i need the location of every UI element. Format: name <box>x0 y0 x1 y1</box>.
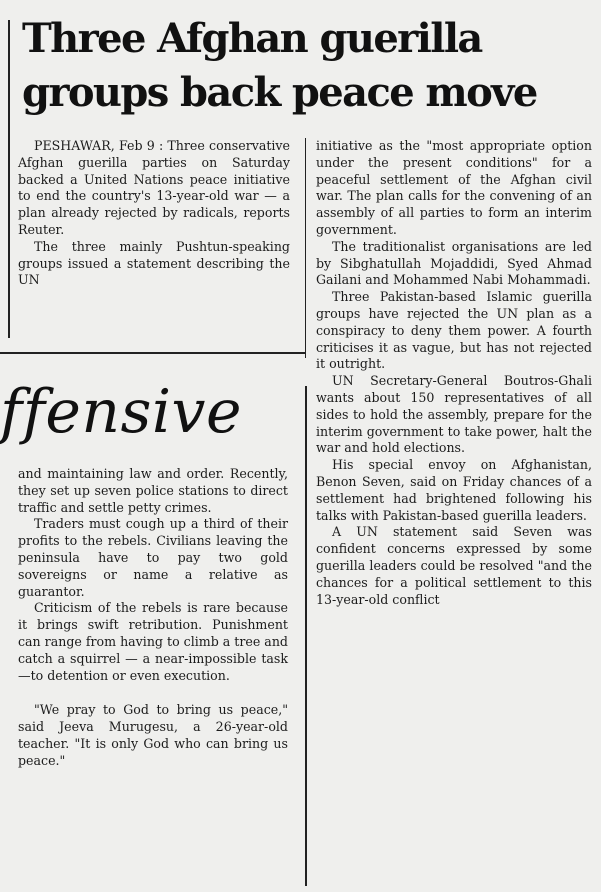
story1-column-1 <box>18 138 290 289</box>
paragraph: The three mainly Pushtun-speaking groups issued a statement describing the UN <box>18 238 290 288</box>
story2-headline-area <box>0 370 300 456</box>
paragraph: Traders must cough up a third of their profits to the rebels. Civilians leaving the peninsula have to pay two gold sovereigns or name a relative as guarantor. <box>18 516 288 599</box>
paragraph: UN Secretary-General Boutros-Ghali wants about 150 representatives of all sides to hold the assembly, prepare for the interim government to take power, halt the war and hold elections. <box>316 373 592 456</box>
story2-headline: ffensive <box>0 377 242 447</box>
paragraph: His special envoy on Afghanistan, Benon Seven, said on Friday chances of a settlement had brightened following his talks with Pakistan-based guerilla leaders. <box>316 457 592 523</box>
left-border-rule <box>8 20 10 338</box>
paragraph: "We pray to God to bring us peace," said Jeeva Murugesu, a 26-year-old teacher. "It is only God who can bring us peace." <box>18 702 288 768</box>
headline-line-2: groups back peace move <box>22 69 537 116</box>
column-rule-top <box>305 138 306 358</box>
headline-line-1: Three Afghan guerilla <box>22 15 482 62</box>
paragraph: Criticism of the rebels is rare because it brings swift retribution. Punishment can range from having to climb a tree and catch a squirrel — a near-impossible task —to detention or even execution. <box>18 600 288 683</box>
paragraph: PESHAWAR, Feb 9 : Three conservative Afghan guerilla parties on Saturday backed a United Nations peace initiative to end the country's 13-year-old war — a plan already rejected by radicals, reports Reuter. <box>18 138 290 237</box>
story2-column <box>18 466 288 770</box>
paragraph: The traditionalist organisations are led by Sibghatullah Mojaddidi, Syed Ahmad Gailani and Mohammed Nabi Mohammadi. <box>316 238 592 288</box>
paragraph: Three Pakistan-based Islamic guerilla groups have rejected the UN plan as a conspiracy to deny them power. A fourth criticises it as vague, but has not rejected it outright. <box>316 289 592 372</box>
story1-column-2 <box>316 138 592 608</box>
story-divider-rule <box>0 352 305 354</box>
paragraph: A UN statement said Seven was confident concerns expressed by some guerilla leaders could be resolved "and the chances for a political settlement to this 13-year-old conflict <box>316 524 592 607</box>
headline <box>22 12 597 120</box>
paragraph: and maintaining law and order. Recently, they set up seven police stations to direct traffic and settle petty crimes. <box>18 466 288 515</box>
paragraph: initiative as the "most appropriate option under the present conditions" for a peaceful settlement of the Afghan civil war. The plan calls for the convening of an assembly of all parties to form an interim government. <box>316 138 592 237</box>
column-rule-bottom <box>305 386 307 886</box>
